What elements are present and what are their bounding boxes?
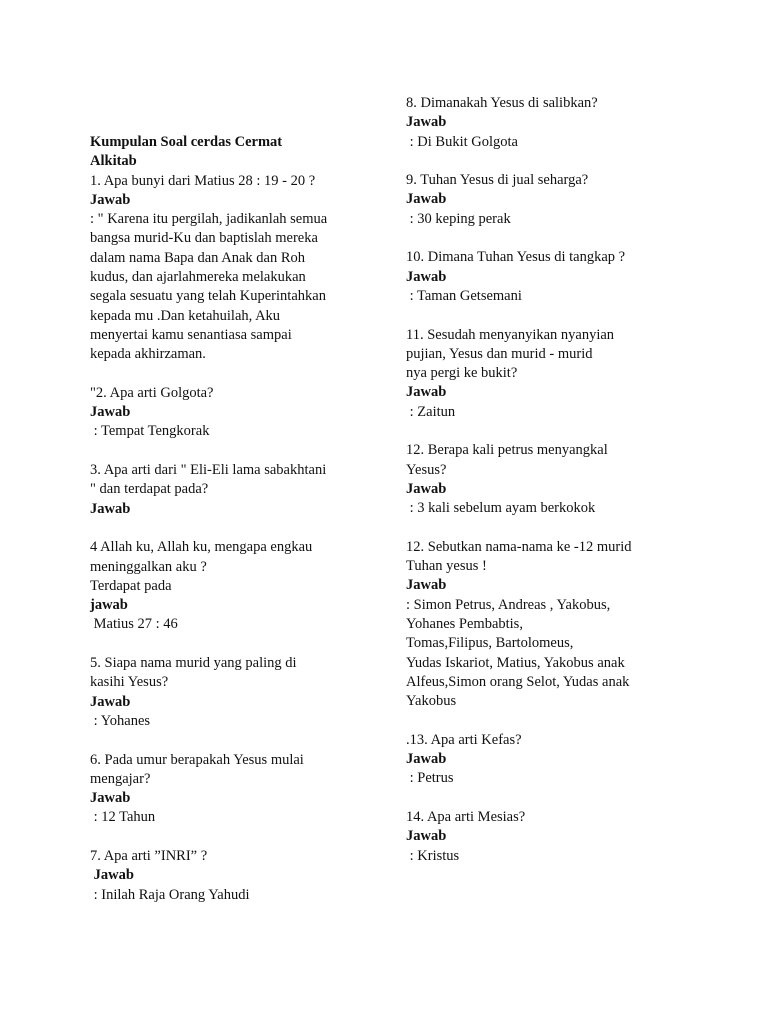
title-line: Alkitab (90, 153, 137, 170)
answer-label: jawab (90, 597, 128, 614)
qa-item (90, 172, 380, 365)
question-line: "2. Apa arti Golgota? (90, 384, 214, 401)
answer-line: dalam nama Bapa dan Anak dan Roh (90, 249, 306, 266)
question-line: kasihi Yesus? (90, 674, 169, 691)
answer-line: : 30 keping perak (406, 210, 511, 227)
question-line: 9. Tuhan Yesus di jual seharga? (406, 172, 589, 189)
left-column (90, 133, 380, 924)
answer-line: : 3 kali sebelum ayam berkokok (406, 500, 596, 517)
qa-item (406, 538, 706, 712)
qa-item (90, 384, 380, 442)
qa-item (406, 171, 706, 229)
answer-line: : Tempat Tengkorak (90, 423, 210, 440)
answer-line: kepada mu .Dan ketahuilah, Aku (90, 307, 281, 324)
question-line: nya pergi ke bukit? (406, 365, 518, 382)
question-line: 11. Sesudah menyanyikan nyanyian (406, 326, 615, 343)
answer-line: Yohanes Pembabtis, (406, 616, 523, 633)
answer-line: kepada akhirzaman. (90, 346, 206, 363)
answer-label: Jawab (406, 384, 447, 401)
question-line: 4 Allah ku, Allah ku, mengapa engkau (90, 539, 313, 556)
question-line: Terdapat pada (90, 577, 172, 594)
question-line: 12. Sebutkan nama-nama ke -12 murid (406, 538, 632, 555)
answer-label: Jawab (90, 693, 131, 710)
answer-line: Alfeus,Simon orang Selot, Yudas anak (406, 673, 630, 690)
answer-line: : Simon Petrus, Andreas , Yakobus, (406, 596, 611, 613)
answer-line: Yudas Iskariot, Matius, Yakobus anak (406, 654, 625, 671)
answer-label: Jawab (90, 790, 131, 807)
answer-label: Jawab (406, 828, 447, 845)
question-line: 5. Siapa nama murid yang paling di (90, 655, 297, 672)
qa-item (90, 538, 380, 634)
question-line: 1. Apa bunyi dari Matius 28 : 19 - 20 ? (90, 172, 316, 189)
qa-item (406, 326, 706, 422)
answer-label: Jawab (406, 191, 447, 208)
question-line: 8. Dimanakah Yesus di salibkan? (406, 95, 598, 111)
answer-line: kudus, dan ajarlahmereka melakukan (90, 269, 306, 286)
right-question-list (406, 94, 706, 866)
answer-line: segala sesuatu yang telah Kuperintahkan (90, 288, 326, 305)
answer-line: bangsa murid-Ku dan baptislah mereka (90, 230, 318, 247)
answer-label: Jawab (406, 268, 447, 285)
answer-line: : Yohanes (90, 712, 151, 729)
question-line: 14. Apa arti Mesias? (406, 808, 526, 825)
question-line: 6. Pada umur berapakah Yesus mulai (90, 751, 304, 768)
qa-item (90, 461, 380, 519)
answer-line: : Petrus (406, 770, 454, 787)
answer-line: Tomas,Filipus, Bartolomeus, (406, 635, 574, 652)
qa-item (406, 94, 706, 152)
answer-line: : Inilah Raja Orang Yahudi (90, 886, 250, 903)
answer-line: : Taman Getsemani (406, 287, 522, 304)
question-line: .13. Apa arti Kefas? (406, 731, 522, 748)
answer-line: : Di Bukit Golgota (406, 133, 518, 150)
question-line: 7. Apa arti ”INRI” ? (90, 847, 208, 864)
left-question-list (90, 172, 380, 905)
question-line: 12. Berapa kali petrus menyangkal (406, 442, 608, 459)
answer-label: Jawab (90, 500, 131, 517)
qa-item (90, 654, 380, 731)
question-line: Yesus? (406, 461, 447, 478)
answer-label: Jawab (406, 577, 447, 594)
answer-line: : Zaitun (406, 403, 456, 420)
answer-label: Jawab (90, 404, 131, 421)
question-line: 3. Apa arti dari " Eli-Eli lama sabakhtani (90, 462, 327, 479)
answer-label: Jawab (406, 480, 447, 497)
qa-item (90, 751, 380, 828)
document-title (90, 133, 380, 172)
question-line: mengajar? (90, 770, 151, 787)
qa-item (406, 441, 706, 518)
question-line: pujian, Yesus dan murid - murid (406, 345, 593, 362)
answer-line: Matius 27 : 46 (90, 616, 178, 633)
right-column (406, 94, 706, 885)
qa-item (406, 808, 706, 866)
qa-item (406, 731, 706, 789)
answer-label: Jawab (406, 114, 447, 131)
answer-line: : 12 Tahun (90, 809, 156, 826)
qa-item (406, 248, 706, 306)
answer-label: Jawab (406, 751, 447, 768)
question-line: Tuhan yesus ! (406, 558, 487, 575)
question-line: 10. Dimana Tuhan Yesus di tangkap ? (406, 249, 626, 266)
question-line: " dan terdapat pada? (90, 481, 209, 498)
qa-item (90, 847, 380, 905)
question-line: meninggalkan aku ? (90, 558, 207, 575)
answer-label: Jawab (90, 867, 134, 884)
title-line: Kumpulan Soal cerdas Cermat (90, 134, 283, 150)
answer-label: Jawab (90, 191, 131, 208)
answer-line: menyertai kamu senantiasa sampai (90, 326, 292, 343)
answer-line: Yakobus (406, 693, 457, 710)
answer-line: : Kristus (406, 847, 460, 864)
answer-line: : " Karena itu pergilah, jadikanlah semua (90, 211, 328, 228)
